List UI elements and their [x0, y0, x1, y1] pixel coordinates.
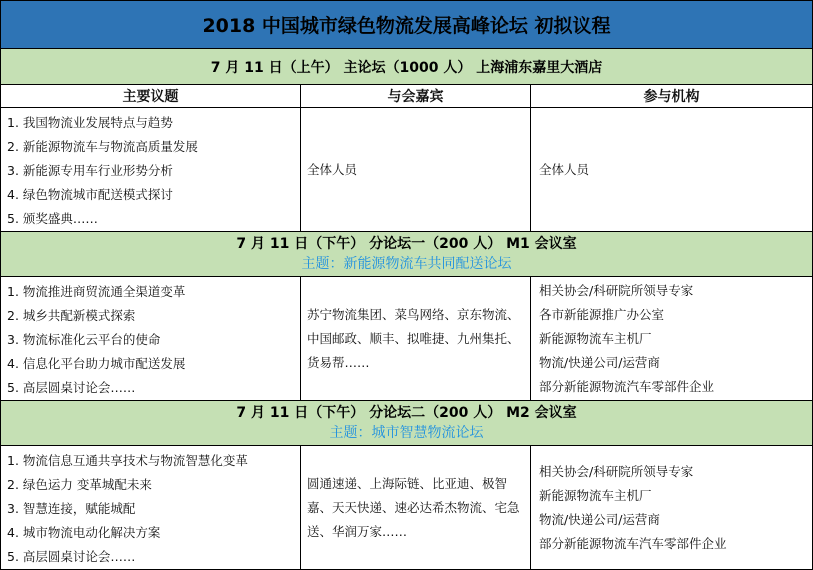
column-header-guests: 与会嘉宾	[301, 85, 531, 108]
main-forum-header: 7 月 11 日（上午） 主论坛（1000 人） 上海浦东嘉里大酒店	[1, 49, 813, 85]
main-forum-topics	[1, 108, 301, 232]
topic-item: 2. 新能源物流车与物流高质量发展	[7, 139, 198, 154]
org-item: 各市新能源推广办公室	[539, 306, 665, 322]
sub-forum-1-guests: 苏宁物流集团、菜鸟网络、京东物流、中国邮政、顺丰、拟唯捷、九州集托、货易帮……	[301, 277, 531, 401]
sub-forum-2-theme: 主题：城市智慧物流论坛	[329, 425, 484, 441]
org-item: 相关协会/科研院所领导专家	[539, 282, 694, 298]
sub-forum-1-theme: 主题：新能源物流车共同配送论坛	[301, 256, 512, 272]
column-header-topics: 主要议题	[1, 85, 301, 108]
main-forum-guests: 全体人员	[301, 108, 531, 232]
org-item: 物流/快递公司/运营商	[539, 354, 660, 370]
org-item: 相关协会/科研院所领导专家	[539, 463, 694, 479]
org-item: 新能源物流车主机厂	[539, 330, 652, 346]
sub-forum-1-header: 7 月 11 日（下午） 分论坛一（200 人） M1 会议室	[236, 236, 577, 252]
org-item: 全体人员	[539, 161, 590, 177]
agenda-title: 2018 中国城市绿色物流发展高峰论坛 初拟议程	[1, 1, 813, 49]
topic-item: 2. 绿色运力 变革城配未来	[7, 477, 152, 492]
topic-item: 1. 我国物流业发展特点与趋势	[7, 115, 173, 130]
topic-item: 1. 物流信息互通共享技术与物流智慧化变革	[7, 453, 248, 468]
sub-forum-1-orgs	[531, 277, 813, 401]
sub-forum-2-header-cell	[1, 401, 813, 446]
main-forum-orgs	[531, 108, 813, 232]
topic-item: 5. 高层圆桌讨论会……	[7, 549, 136, 564]
topic-item: 3. 物流标准化云平台的使命	[7, 332, 161, 347]
topic-item: 1. 物流推进商贸流通全渠道变革	[7, 284, 186, 299]
sub-forum-1-header-cell	[1, 232, 813, 277]
topic-item: 4. 信息化平台助力城市配送发展	[7, 356, 186, 371]
sub-forum-2-topics	[1, 446, 301, 570]
org-item: 物流/快递公司/运营商	[539, 511, 660, 527]
topic-item: 3. 智慧连接，赋能城配	[7, 501, 136, 516]
topic-item: 4. 绿色物流城市配送模式探讨	[7, 187, 173, 202]
sub-forum-2-guests: 圆通速递、上海际链、比亚迪、极智嘉、天天快递、速必达希杰物流、宅急送、华润万家……	[301, 446, 531, 570]
topic-item: 3. 新能源专用车行业形势分析	[7, 163, 173, 178]
column-header-orgs: 参与机构	[531, 85, 813, 108]
sub-forum-2-orgs	[531, 446, 813, 570]
topic-item: 4. 城市物流电动化解决方案	[7, 525, 161, 540]
sub-forum-1-topics	[1, 277, 301, 401]
sub-forum-2-header: 7 月 11 日（下午） 分论坛二（200 人） M2 会议室	[236, 405, 577, 421]
topic-item: 5. 高层圆桌讨论会……	[7, 380, 136, 395]
topic-item: 5. 颁奖盛典……	[7, 211, 98, 226]
org-item: 部分新能源物流汽车零部件企业	[539, 378, 715, 394]
org-item: 新能源物流车主机厂	[539, 487, 652, 503]
topic-item: 2. 城乡共配新模式探索	[7, 308, 136, 323]
org-item: 部分新能源物流车汽车零部件企业	[539, 535, 727, 551]
